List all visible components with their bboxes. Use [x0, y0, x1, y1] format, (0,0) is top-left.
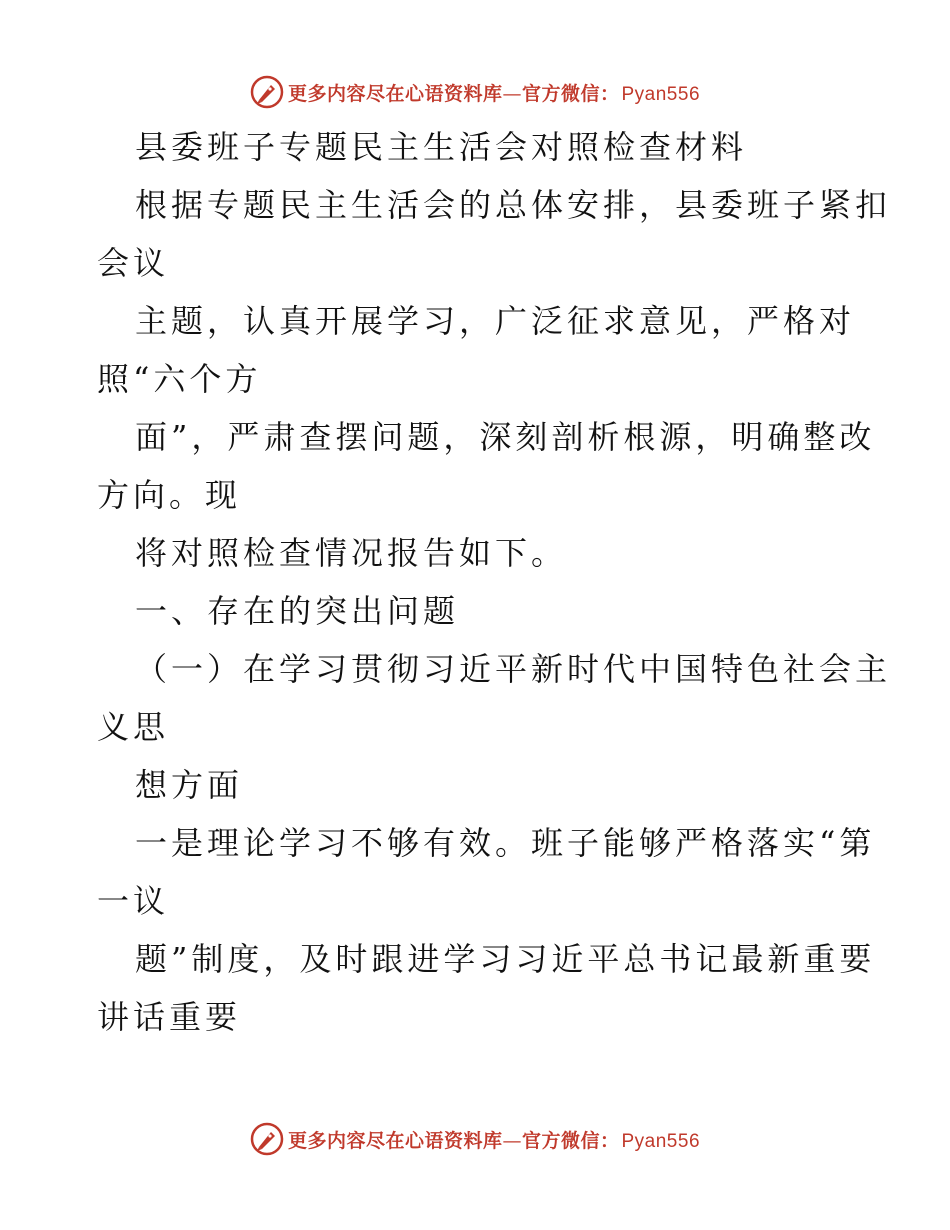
pen-nib-logo-icon: [250, 1122, 284, 1156]
text-line: （一）在学习贯彻习近平新时代中国特色社会主: [135, 650, 892, 688]
banner-label: 官方微信：: [521, 82, 620, 105]
banner-text: [288, 1126, 700, 1153]
text-line: 一是理论学习不够有效。班子能够严格落实“第: [135, 824, 876, 862]
banner-dash: —: [502, 1129, 522, 1152]
text-line: 照“六个方: [97, 360, 262, 398]
text-line: 方向。现: [97, 476, 242, 514]
text-line: 县委班子专题民主生活会对照检查材料: [135, 128, 748, 166]
text-line: 想方面: [135, 766, 244, 804]
banner-id: Pyan556: [621, 1130, 701, 1152]
text-line: 面”，严肃查摆问题，深刻剖析根源，明确整改: [135, 418, 876, 456]
banner-text: [288, 79, 700, 106]
text-line: 将对照检查情况报告如下。: [135, 534, 568, 572]
banner-dash: —: [502, 82, 522, 105]
header-banner: [0, 70, 950, 114]
banner-id: Pyan556: [621, 83, 701, 105]
document-body: [97, 118, 892, 1046]
text-line: 题”制度，及时跟进学习习近平总书记最新重要: [135, 940, 876, 978]
text-line: 主题，认真开展学习，广泛征求意见，严格对: [135, 302, 856, 340]
banner-main: 更多内容尽在心语资料库: [287, 1129, 503, 1152]
banner-label: 官方微信：: [521, 1129, 620, 1152]
text-line: 根据专题民主生活会的总体安排，县委班子紧扣: [135, 186, 892, 224]
text-line: 一议: [97, 882, 170, 920]
text-line: 讲话重要: [97, 998, 242, 1036]
footer-banner: [0, 1117, 950, 1161]
text-line: 义思: [97, 708, 170, 746]
pen-nib-logo-icon: [250, 75, 284, 109]
banner-main: 更多内容尽在心语资料库: [287, 82, 503, 105]
text-line: 一、存在的突出问题: [135, 592, 460, 630]
text-line: 会议: [97, 244, 170, 282]
